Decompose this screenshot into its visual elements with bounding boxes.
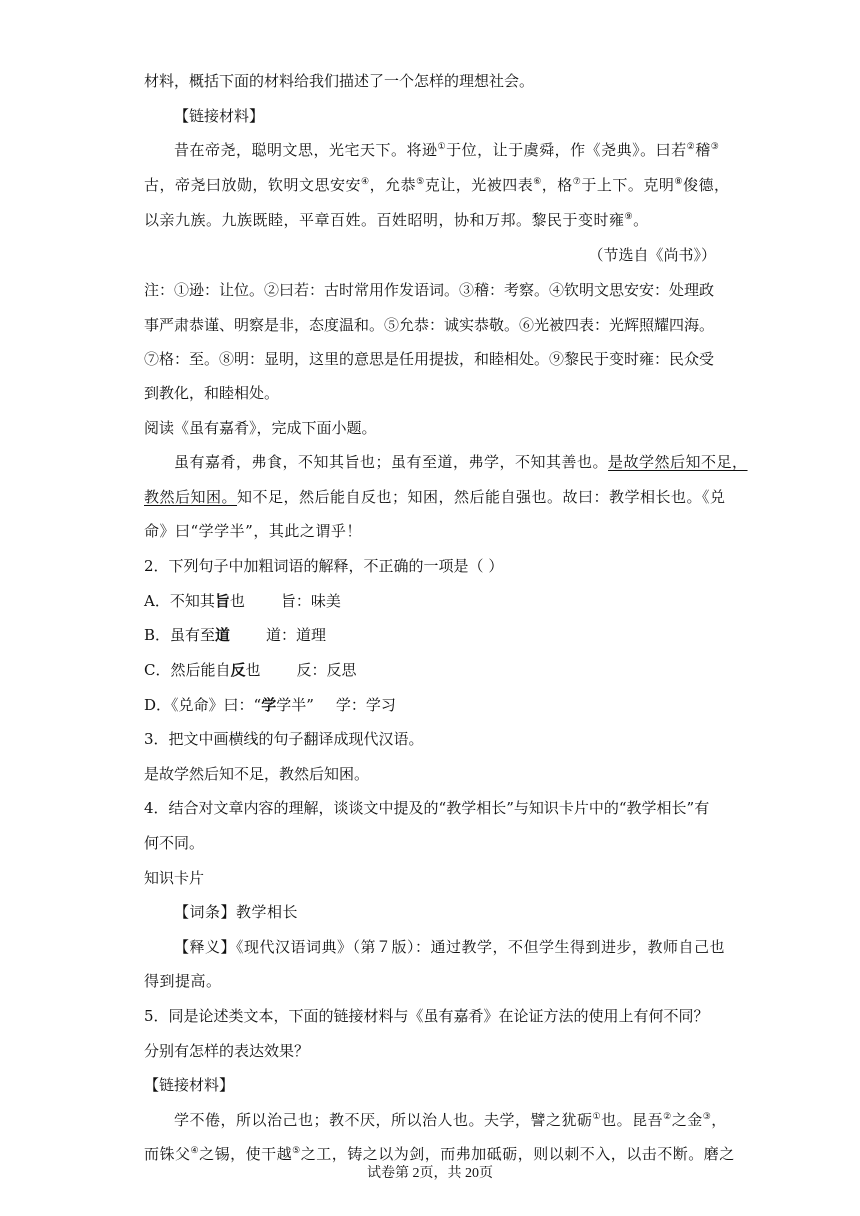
note-line: 到教化，和睦相处。 xyxy=(144,384,280,402)
option-c: C．然后能自反也 反：反思 xyxy=(144,661,357,679)
text-line: 材料，概括下面的材料给我们描述了一个怎样的理想社会。 xyxy=(144,72,535,90)
classic-text-line: 以亲九族。九族既睦，平章百姓。百姓昭明，协和万邦。黎民于变时雍⑨。 xyxy=(144,211,649,229)
question-5: 5．同是论述类文本，下面的链接材料与《虽有嘉肴》在论证方法的使用上有何不同？ xyxy=(144,1007,709,1025)
classic-text-line: 虽有嘉肴，弗食，不知其旨也；虽有至道，弗学，不知其善也。是故学然后知不足， xyxy=(174,453,748,471)
knowledge-card-title: 知识卡片 xyxy=(144,869,205,887)
classic-text-line: 命》曰“学学半”，其此之谓乎！ xyxy=(144,522,362,540)
knowledge-card-entry: 【词条】教学相长 xyxy=(174,903,299,921)
question-3: 3．把文中画横线的句子翻译成现代汉语。 xyxy=(144,730,424,748)
option-a: A．不知其旨也 旨：味美 xyxy=(144,592,341,610)
note-line: ⑦格：至。⑧明：显明，这里的意思是任用提拔，和睦相处。⑨黎民于变时雍：民众受 xyxy=(144,350,715,368)
classic-text-line: 学不倦，所以治己也；教不厌，所以治人也。夫学，譬之犹砺①也。昆吾②之金③， xyxy=(174,1111,727,1129)
question-4: 4．结合对文章内容的理解，谈谈文中提及的“教学相长”与知识卡片中的“教学相长”有 xyxy=(144,799,710,817)
classic-text-line: 昔在帝尧，聪明文思，光宅天下。将逊①于位，让于虞舜，作《尧典》。曰若②稽③ xyxy=(174,141,720,159)
note-line: 注：①逊：让位。②曰若：古时常用作发语词。③稽：考察。④钦明文思安安：处理政 xyxy=(144,281,715,299)
question-3-sentence: 是故学然后知不足，教然后知困。 xyxy=(144,765,370,783)
classic-text-line: 而铢父④之锡，使干越⑤之工，铸之以为剑，而弗加砥砺，则以刺不入，以击不断。磨之 xyxy=(144,1145,735,1163)
knowledge-card-definition: 【释义】《现代汉语词典》（第７版）：通过教学，不但学生得到进步，教师自己也 xyxy=(174,938,726,956)
question-5: 分别有怎样的表达效果？ xyxy=(144,1042,310,1060)
source-citation: （节选自《尚书》） xyxy=(588,246,716,264)
question-4: 何不同。 xyxy=(144,834,205,852)
note-line: 事严肃恭谨、明察是非，态度温和。⑤允恭：诚实恭敬。⑥光被四表：光辉照耀四海。 xyxy=(144,316,715,334)
section-heading: 【链接材料】 xyxy=(174,107,265,125)
knowledge-card-definition: 得到提高。 xyxy=(144,972,222,990)
classic-text-line: 教然后知困。知不足，然后能自反也；知困，然后能自强也。故曰：教学相长也。《兑 xyxy=(144,488,726,506)
option-d: D．《兑命》曰：“学学半” 学：学习 xyxy=(144,696,396,714)
classic-text-line: 古，帝尧曰放勋，钦明文思安安④，允恭⑤克让，光被四表⑥，格⑦于上下。克明⑧俊德， xyxy=(144,176,730,194)
reading-instruction: 阅读《虽有嘉肴》，完成下面小题。 xyxy=(144,419,377,437)
page-footer: 试卷第 2页，共 20页 xyxy=(367,1166,493,1181)
section-heading: 【链接材料】 xyxy=(144,1076,235,1094)
option-b: B．虽有至道 道：道理 xyxy=(144,626,327,644)
question-2: 2．下列句子中加粗词语的解释，不正确的一项是（ ） xyxy=(144,557,504,575)
